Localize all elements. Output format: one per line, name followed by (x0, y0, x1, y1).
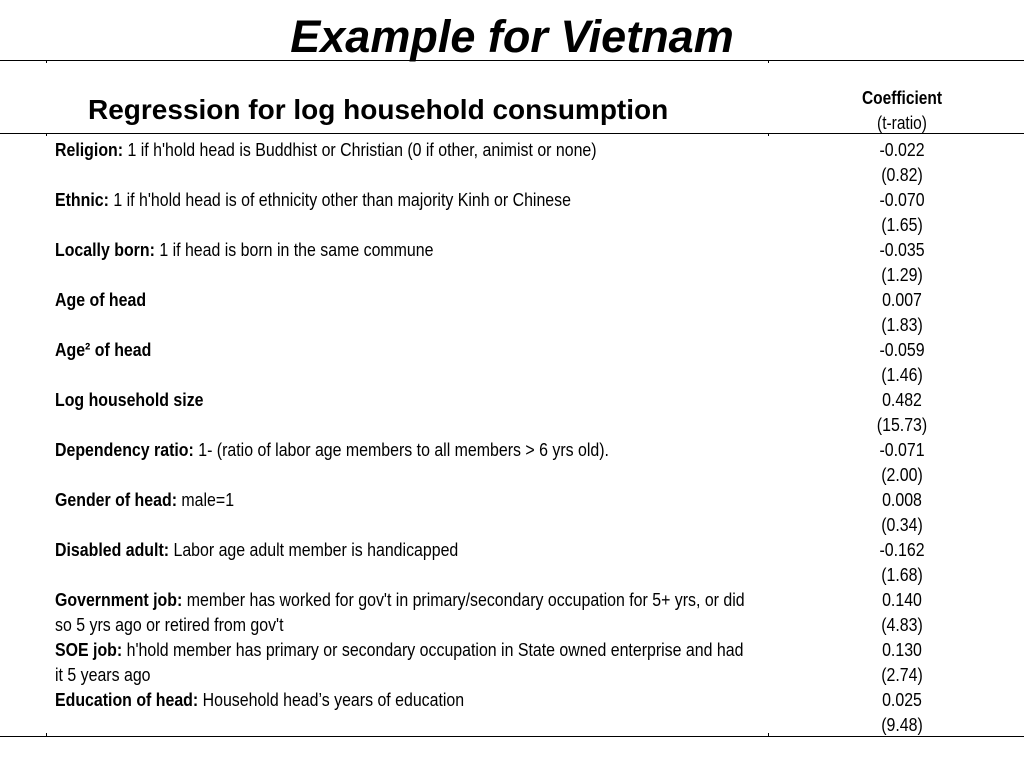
variable-name: Ethnic: (55, 189, 109, 210)
rule-tick (46, 733, 47, 736)
variable-name: Education of head: (55, 689, 199, 710)
variable-description: Labor age adult member is handicapped (169, 539, 459, 560)
coefficient-value: 0.025 (882, 689, 922, 710)
table-row-values (847, 487, 957, 537)
table-row-values (847, 637, 957, 687)
table-row-values (847, 537, 957, 587)
variable-name: Log household size (55, 389, 204, 410)
top-rule (0, 60, 1024, 61)
coefficient-value: -0.071 (879, 439, 925, 460)
t-ratio-value: (9.48) (881, 714, 923, 735)
table-row-values (847, 687, 957, 737)
table-row-gender (55, 487, 747, 537)
table-row-age-squared (55, 337, 747, 387)
table-row-government-job (55, 587, 747, 637)
variable-name: Disabled adult: (55, 539, 170, 560)
variable-name: Religion: (55, 139, 124, 160)
coefficient-value: 0.130 (882, 639, 922, 660)
bottom-rule (0, 736, 1024, 737)
coefficient-value: -0.022 (879, 139, 925, 160)
table-row-values (847, 437, 957, 487)
table-row-values (847, 337, 957, 387)
variable-name: Dependency ratio: (55, 439, 194, 460)
table-row-religion (55, 137, 747, 187)
t-ratio-value: (2.74) (881, 664, 923, 685)
t-ratio-value: (15.73) (876, 414, 928, 435)
variable-labels (55, 137, 745, 737)
table-row-age (55, 287, 747, 337)
t-ratio-value: (1.65) (881, 214, 923, 235)
table-row-log-household-size (55, 387, 747, 437)
column-header (847, 86, 957, 136)
variable-name: Gender of head: (55, 489, 177, 510)
variable-description: 1- (ratio of labor age members to all members > 6 yrs old). (193, 439, 609, 460)
t-ratio-value: (0.82) (881, 164, 923, 185)
t-ratio-value: (4.83) (881, 614, 923, 635)
table-row-values (847, 587, 957, 637)
coefficient-value: 0.008 (882, 489, 922, 510)
coefficient-value: -0.070 (879, 189, 925, 210)
table-row-values (847, 287, 957, 337)
table-row-education (55, 687, 747, 737)
t-ratio-value: (1.68) (881, 564, 923, 585)
table-row-disabled-adult (55, 537, 747, 587)
table-row-locally-born (55, 237, 747, 287)
coefficient-column (838, 137, 966, 737)
coefficient-value: 0.007 (882, 289, 922, 310)
variable-description: 1 if h'hold head is Buddhist or Christian (0 if other, animist or none) (123, 139, 597, 160)
rule-tick (768, 60, 769, 63)
column-header-t-ratio: (t-ratio) (877, 113, 927, 133)
rule-tick (768, 733, 769, 736)
variable-description: Household head’s years of education (198, 689, 465, 710)
variable-description: h'hold member has primary or secondary occupation in State owned enterprise and had it 5 years ago (55, 639, 744, 685)
coefficient-value: -0.035 (879, 239, 925, 260)
table-row-soe-job (55, 637, 747, 687)
rule-tick (46, 133, 47, 136)
coefficient-value: -0.162 (879, 539, 925, 560)
table-row-values (847, 137, 957, 187)
variable-name: Age of head (55, 289, 147, 310)
variable-name: SOE job: (55, 639, 123, 660)
t-ratio-value: (0.34) (881, 514, 923, 535)
column-header-coefficient: Coefficient (861, 88, 942, 108)
table-row-ethnic (55, 187, 747, 237)
t-ratio-value: (2.00) (881, 464, 923, 485)
variable-description: 1 if head is born in the same commune (154, 239, 434, 260)
variable-description: member has worked for gov't in primary/secondary occupation for 5+ yrs, or did so 5 yrs ago or retired from gov't (55, 589, 745, 635)
rule-tick (46, 60, 47, 63)
rule-tick (768, 133, 769, 136)
variable-name: Locally born: (55, 239, 155, 260)
variable-name: Government job: (55, 589, 183, 610)
coefficient-value: -0.059 (879, 339, 925, 360)
coefficient-value: 0.140 (882, 589, 922, 610)
header-rule (0, 133, 1024, 134)
table-row-values (847, 187, 957, 237)
variable-name: Age² of head (55, 339, 152, 360)
table-subtitle: Regression for log household consumption (88, 94, 669, 125)
table-row-dependency-ratio (55, 437, 747, 487)
variable-description: 1 if h'hold head is of ethnicity other than majority Kinh or Chinese (108, 189, 571, 210)
page-title: Example for Vietnam (290, 11, 734, 62)
t-ratio-value: (1.29) (881, 264, 923, 285)
variable-description: male=1 (176, 489, 235, 510)
coefficient-value: 0.482 (882, 389, 922, 410)
t-ratio-value: (1.83) (881, 314, 923, 335)
table-row-values (847, 387, 957, 437)
table-row-values (847, 237, 957, 287)
t-ratio-value: (1.46) (881, 364, 923, 385)
